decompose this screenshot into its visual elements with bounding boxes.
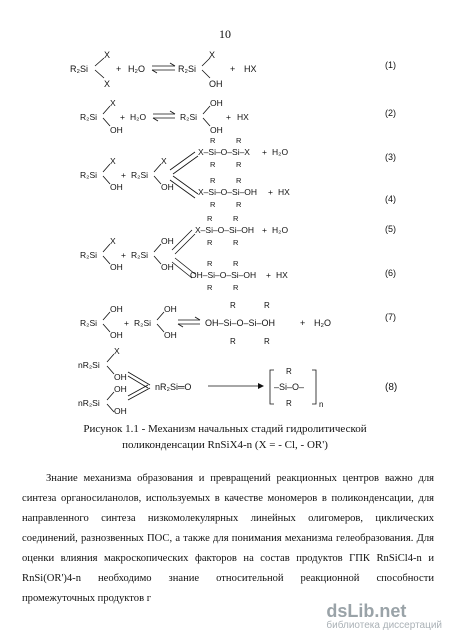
water: H₂O [272,225,289,235]
equation-number: (7) [385,312,396,322]
r-label: R [233,238,239,247]
r-label: R [207,238,213,247]
x-label: X [110,98,116,108]
reactant-nr2si: nR₂Si [78,398,100,408]
figure-caption-line-1: Рисунок 1.1 - Механизм начальных стадий гидролитической [83,423,367,435]
siloxane-chain: OH–Si–O–Si–OH [190,270,257,280]
reactant-r2si: R₂Si [70,64,88,74]
watermark [326,601,442,631]
x-label: X [209,50,216,60]
reactant-r2si: R₂Si [134,318,151,328]
siloxane-chain: X–Si–O–Si–OH [195,225,255,235]
reactant-r2si: R₂Si [80,112,97,122]
watermark-subtitle: библиотека диссертаций [326,620,442,631]
oh-label: OH [110,262,123,272]
equation-number: (3) [385,152,396,162]
r-label: R [230,337,236,346]
body-paragraph [22,469,434,609]
siloxane-chain: X–Si–O–Si–OH [198,187,258,197]
oh-label: OH [110,330,123,340]
x-label: X [161,156,167,166]
oh-label: OH [110,304,123,314]
r-label: R [210,200,216,209]
oh-label: OH [161,262,174,272]
equation-number: (4) [385,194,396,204]
r-label: R [233,214,239,223]
plus-sign: + [300,318,306,328]
plus-sign: + [116,64,122,74]
plus-sign: + [121,170,126,180]
r-label: R [233,259,239,268]
n-index: n [319,400,324,409]
plus-sign: + [124,318,129,328]
product-r2si: R₂Si [178,64,196,74]
plus-sign: + [266,270,271,280]
r-label: R [207,283,213,292]
oh-label: OH [209,79,223,89]
water: H₂O [314,318,331,328]
x-label: X [104,50,111,60]
r-label: R [236,200,242,209]
r-label: R [264,337,270,346]
oh-label: OH [210,125,223,135]
oh-label: OH [114,406,127,415]
oh-label: OH [164,330,177,340]
equilibrium-arrow [152,63,175,73]
plus-sign: + [226,112,231,122]
r-label: R [286,367,292,376]
equation-number: (8) [385,382,398,393]
oh-label: OH [161,236,174,246]
equation-number: (2) [385,108,396,118]
page-number: 10 [219,27,231,41]
r-label: R [207,214,213,223]
reaction-scheme [0,40,450,415]
hx: HX [276,270,288,280]
x-label: X [104,79,111,89]
reaction-2 [80,98,396,135]
hx: HX [244,64,257,74]
reactant-r2si: R₂Si [131,170,148,180]
reaction-5-6 [80,214,396,292]
oh-label: OH [110,182,123,192]
figure-caption-line-2: поликонденсации RnSiX4-n (X = - Cl, - OR') [122,439,328,451]
r-label: R [286,399,292,408]
siloxane-chain: X–Si–O–Si–X [198,147,250,157]
reaction-arrow [208,383,264,389]
equation-number: (6) [385,268,396,278]
x-label: X [110,156,116,166]
reactant-r2si: R₂Si [80,170,97,180]
water: H₂O [128,64,145,74]
reaction-8 [78,346,397,415]
r-label: R [230,301,236,310]
paragraph-text: Знание механизма образования и превращений реакционных центров важно для синтеза органосиланолов, используемых в качестве мономеров в поликонденсации, для направленного синтеза низкомолекулярных линейных олигомеров, циклических соединений, разнозвенных ПОС, а также для понимания механизма гелеобразования. Для оценки влияния макроскопических факторов на состав продуктов ГПК RnSiCl4-n и RnSi(OR')4-n необходимо знание относительной реакционной способности промежуточных продуктов г [22,473,434,604]
plus-sign: + [268,187,273,197]
r-label: R [210,176,216,185]
water: H₂O [130,112,147,122]
r-label: R [236,160,242,169]
hx: HX [278,187,290,197]
equilibrium-arrow [153,111,175,121]
reaction-3-4 [80,136,396,209]
siloxane-chain: OH–Si–O–Si–OH [205,318,276,328]
r-label: R [264,301,270,310]
reactant-nr2si: nR₂Si [78,360,100,370]
oh-label: OH [114,372,127,382]
reactant-r2si: R₂Si [131,250,148,260]
oh-label: OH [110,125,123,135]
plus-sign: + [262,225,267,235]
hx: HX [237,112,249,122]
oh-label: OH [210,98,223,108]
oh-label: OH [164,304,177,314]
r-label: R [233,283,239,292]
equation-number: (1) [385,60,396,70]
equilibrium-arrow [178,317,200,327]
reaction-1 [70,50,396,89]
water: H₂O [272,147,289,157]
plus-sign: + [262,147,267,157]
r-label: R [210,160,216,169]
plus-sign: + [230,64,236,74]
oh-label: OH [114,384,127,394]
reactant-r2si: R₂Si [80,318,97,328]
x-label: X [114,346,120,356]
r-label: R [236,136,242,145]
x-label: X [110,236,116,246]
reactant-r2si: R₂Si [80,250,97,260]
r-label: R [210,136,216,145]
silanone: nR₂Si═O [155,382,192,392]
plus-sign: + [120,112,125,122]
watermark-logo: dsLib.net [326,601,407,621]
product-r2si: R₂Si [180,112,197,122]
r-label: R [207,259,213,268]
equation-number: (5) [385,224,396,234]
reaction-7 [80,301,396,346]
polymer-unit: –Si–O– [274,382,305,392]
r-label: R [236,176,242,185]
plus-sign: + [121,250,126,260]
oh-label: OH [161,182,174,192]
